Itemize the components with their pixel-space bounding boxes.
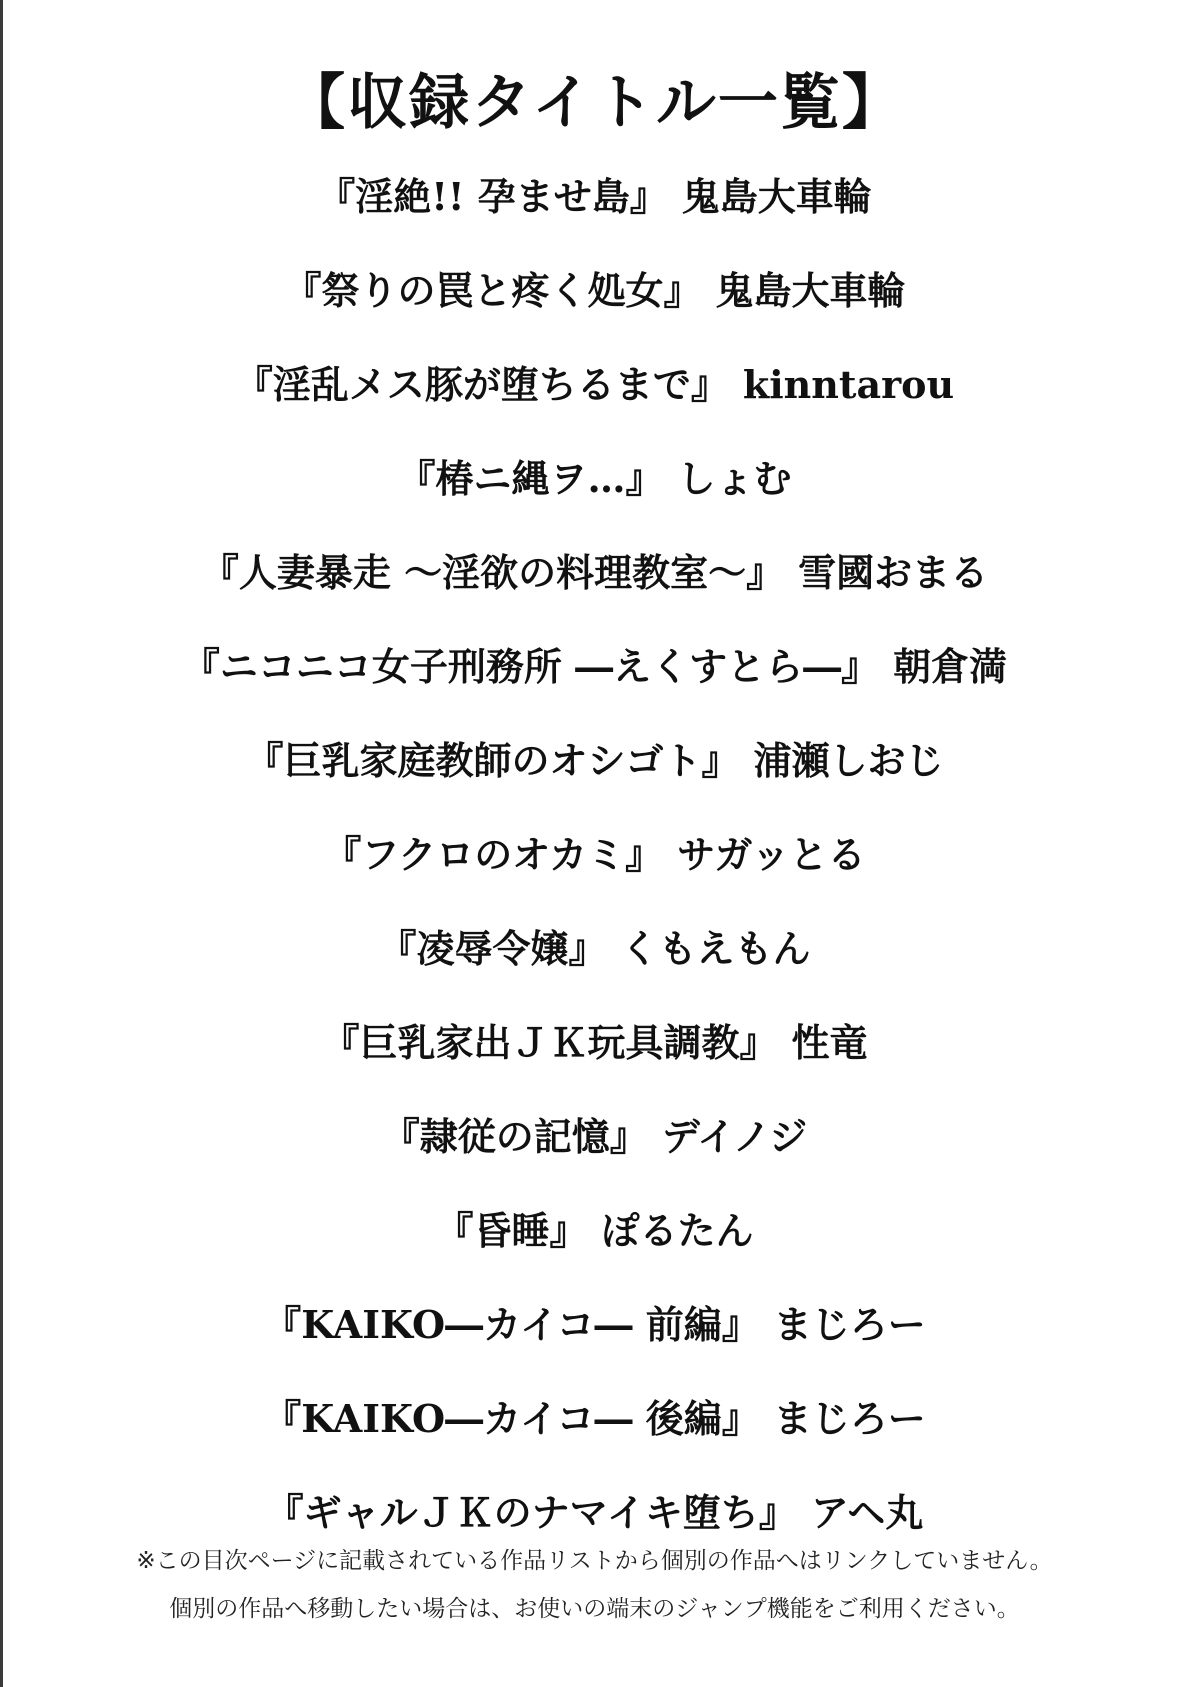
page-title: 【収録タイトル一覧】 <box>285 68 904 138</box>
toc-entry <box>0 432 1189 526</box>
toc-entry <box>0 338 1189 432</box>
work-title: 『KAIKO―カイコ― 前編』 <box>263 1302 760 1347</box>
work-title: 『祭りの罠と疼く処女』 <box>283 268 702 313</box>
author-name: くもえもん <box>620 926 811 971</box>
work-title: 『KAIKO―カイコ― 後編』 <box>263 1396 760 1441</box>
work-title: 『隷従の記憶』 <box>381 1114 648 1159</box>
author-name: 鬼島大車輪 <box>715 268 906 313</box>
work-title: 『凌辱令嬢』 <box>378 926 607 971</box>
work-title: 『ギャルＪＫのナマイキ堕ち』 <box>265 1490 797 1535</box>
author-name: 雪國おまる <box>798 550 989 595</box>
work-title: 『椿ニ縄ヲ…』 <box>397 456 664 501</box>
toc-list <box>0 150 1189 1560</box>
author-name: まじろー <box>773 1302 926 1347</box>
author-name: 浦瀬しおじ <box>753 738 944 783</box>
toc-entry <box>0 808 1189 902</box>
author-name: デイノジ <box>661 1114 808 1159</box>
author-name: 性竜 <box>791 1020 868 1065</box>
author-name: ぽるたん <box>601 1208 754 1253</box>
author-name: 朝倉満 <box>893 644 1008 689</box>
author-name: しょむ <box>677 456 792 501</box>
work-title: 『人妻暴走 ～淫欲の料理教室～』 <box>200 550 785 595</box>
work-title: 『ニコニコ女子刑務所 ―えくすとら―』 <box>181 644 880 689</box>
work-title: 『フクロのオカミ』 <box>323 832 664 877</box>
toc-entry <box>0 1184 1189 1278</box>
work-title: 『巨乳家出ＪＫ玩具調教』 <box>321 1020 778 1065</box>
author-name: 鬼島大車輪 <box>681 174 872 219</box>
toc-entry <box>0 996 1189 1090</box>
work-title: 『昏睡』 <box>435 1208 588 1253</box>
toc-entry <box>0 902 1189 996</box>
toc-entry <box>0 1372 1189 1466</box>
toc-entry <box>0 1278 1189 1372</box>
footer-note-line: 個別の作品へ移動したい場合は、お使いの端末のジャンプ機能をご利用ください。 <box>169 1596 1020 1622</box>
footer-note-line: ※この目次ページに記載されている作品リストから個別の作品へはリンクしていません。 <box>136 1548 1053 1574</box>
toc-entry <box>0 526 1189 620</box>
toc-entry <box>0 620 1189 714</box>
toc-entry <box>0 1090 1189 1184</box>
toc-entry <box>0 714 1189 808</box>
work-title: 『淫乱メス豚が堕ちるまで』 <box>234 362 729 407</box>
author-name: アヘ丸 <box>810 1490 924 1535</box>
author-name: まじろー <box>773 1396 926 1441</box>
toc-entry <box>0 150 1189 244</box>
author-name: サガッとる <box>677 832 866 877</box>
author-name: kinntarou <box>742 362 955 407</box>
work-title: 『淫絶!! 孕ませ島』 <box>317 174 668 219</box>
footer-note <box>0 1537 1189 1633</box>
work-title: 『巨乳家庭教師のオシゴト』 <box>245 738 740 783</box>
toc-entry <box>0 244 1189 338</box>
